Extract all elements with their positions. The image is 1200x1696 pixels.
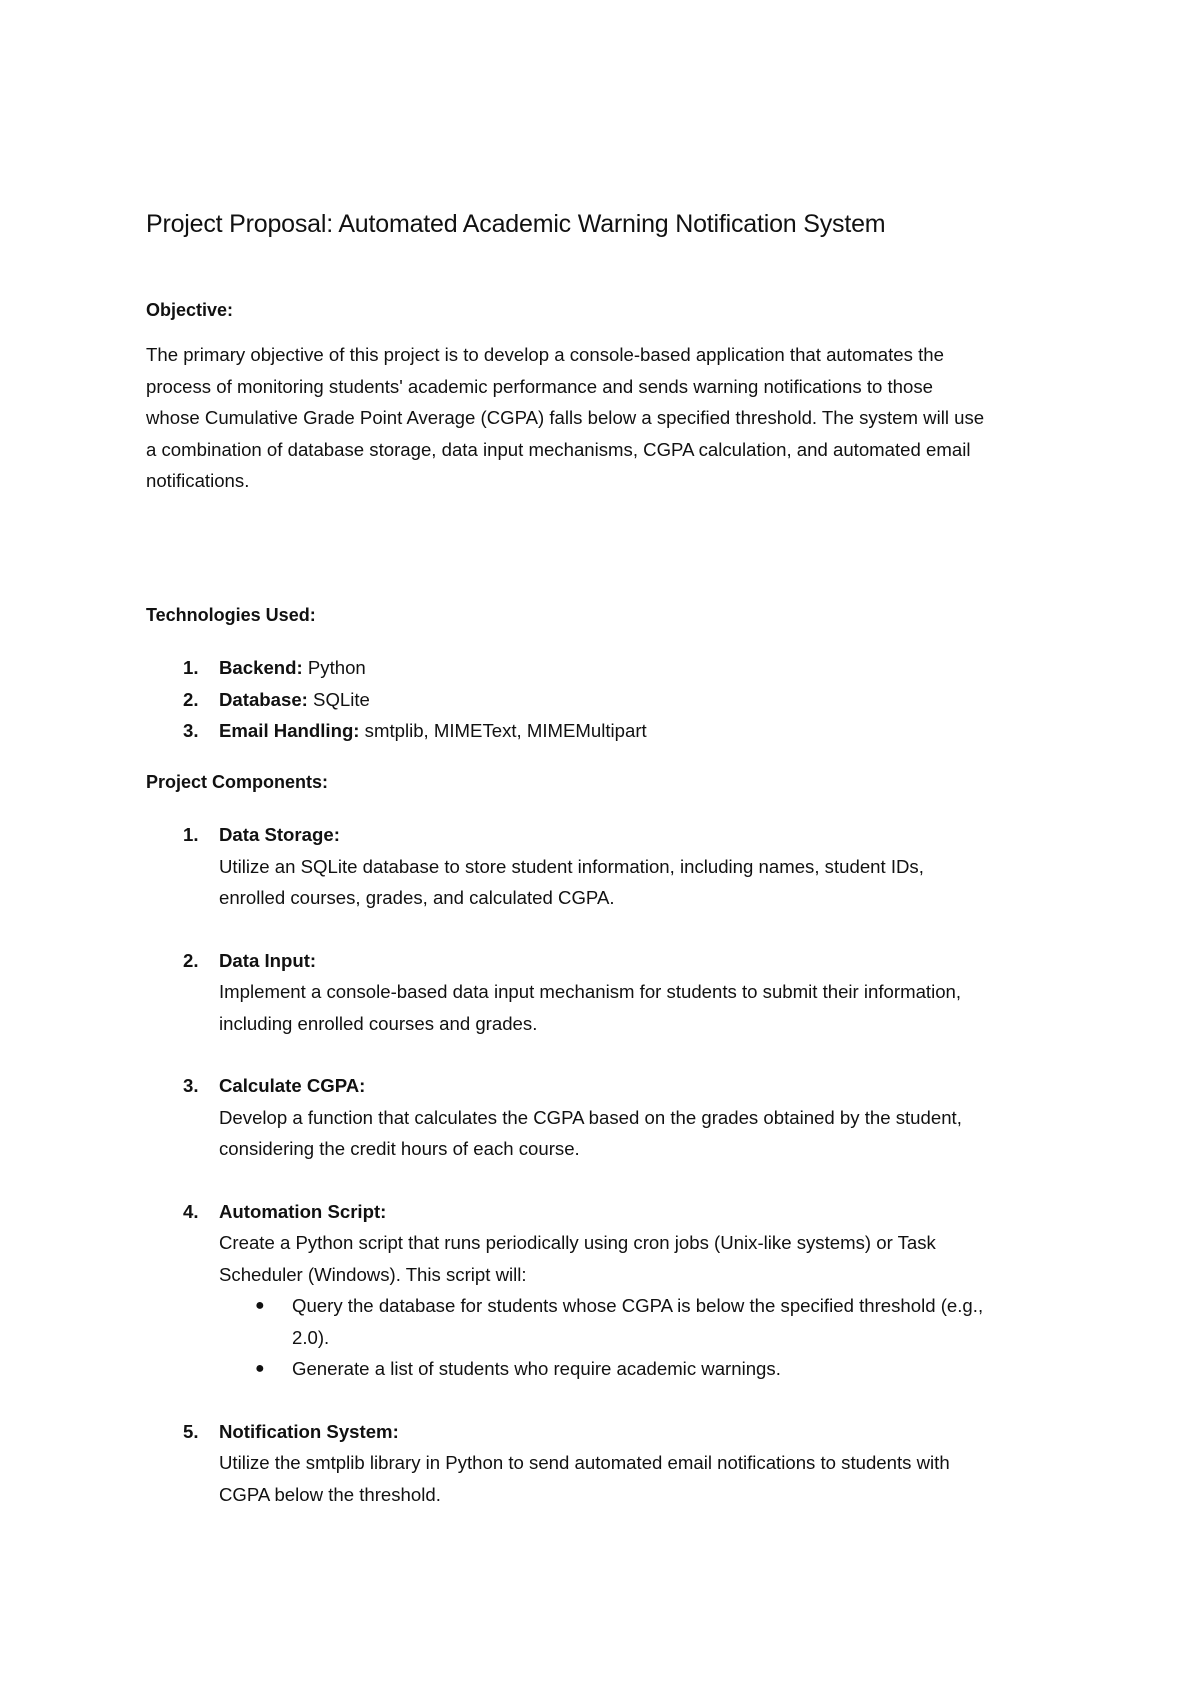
component-item: [146, 1070, 1076, 1165]
objective-paragraph: [146, 339, 1076, 497]
objective-line: process of monitoring students' academic performance and sends warning notifications to those: [146, 375, 933, 397]
component-title: Notification System:: [219, 1420, 399, 1442]
component-line: Utilize the smtplib library in Python to send automated email notifications to students with: [219, 1452, 950, 1473]
document-title: Project Proposal: Automated Academic Warning Notification System: [146, 210, 886, 238]
objective-line: notifications.: [146, 470, 250, 491]
tech-value: SQLite: [307, 688, 370, 710]
list-number: 2.: [183, 688, 199, 710]
bullet-item: [219, 1353, 1076, 1385]
list-item: [146, 715, 1076, 747]
components-heading: Project Components:: [146, 772, 329, 792]
component-line: considering the credit hours of each course.: [219, 1138, 580, 1159]
objective-line: The primary objective of this project is to develop a console-based application that automates the: [146, 344, 944, 365]
component-line: enrolled courses, grades, and calculated CGPA.: [219, 887, 615, 908]
list-number: 4.: [183, 1200, 199, 1222]
bullet-icon: ●: [255, 1297, 265, 1314]
component-title: Data Storage:: [219, 824, 340, 845]
component-item: [146, 1416, 1076, 1511]
list-number: 5.: [183, 1420, 199, 1442]
component-item: [146, 945, 1076, 1040]
technologies-heading: Technologies Used:: [146, 605, 316, 625]
component-item: [146, 819, 1076, 914]
component-title: Calculate CGPA:: [219, 1075, 366, 1096]
bullet-line: Query the database for students whose CGPA is below the specified threshold (e.g.,: [292, 1295, 984, 1316]
list-number: 3.: [183, 1075, 199, 1096]
component-line: including enrolled courses and grades.: [219, 1012, 538, 1034]
objective-line: a combination of database storage, data input mechanisms, CGPA calculation, and automated email: [146, 438, 971, 460]
tech-key: Database:: [219, 688, 308, 710]
component-line: Scheduler (Windows). This script will:: [219, 1263, 527, 1285]
objective-line: whose Cumulative Grade Point Average (CGPA) falls below a specified threshold. The system will use: [146, 407, 985, 428]
component-line: Create a Python script that runs periodically using cron jobs (Unix-like systems) or Task: [219, 1232, 936, 1253]
list-item: [146, 684, 1076, 716]
list-item: [146, 652, 1076, 684]
objective-heading: Objective:: [146, 300, 234, 320]
bullet-list: [219, 1290, 1076, 1385]
list-number: 3.: [183, 720, 199, 741]
component-item: [146, 1196, 1076, 1385]
component-line: Implement a console-based data input mechanism for students to submit their information,: [219, 981, 962, 1002]
component-line: Develop a function that calculates the CGPA based on the grades obtained by the student,: [219, 1106, 962, 1128]
component-line: CGPA below the threshold.: [219, 1483, 441, 1505]
tech-value: Python: [302, 657, 366, 678]
bullet-line: 2.0).: [292, 1326, 330, 1348]
component-title: Data Input:: [219, 949, 317, 971]
list-number: 1.: [183, 824, 199, 845]
technologies-list: [146, 652, 1076, 747]
list-number: 1.: [183, 657, 199, 678]
component-title: Automation Script:: [219, 1200, 387, 1222]
components-list: [146, 819, 1076, 1541]
bullet-line: Generate a list of students who require academic warnings.: [292, 1358, 781, 1379]
tech-value: smtplib, MIMEText, MIMEMultipart: [359, 720, 647, 741]
component-line: Utilize an SQLite database to store student information, including names, student IDs,: [219, 855, 924, 877]
bullet-icon: ●: [255, 1360, 265, 1377]
bullet-item: [219, 1290, 1076, 1353]
tech-key: Backend:: [219, 657, 303, 678]
tech-key: Email Handling:: [219, 720, 360, 741]
list-number: 2.: [183, 949, 199, 971]
